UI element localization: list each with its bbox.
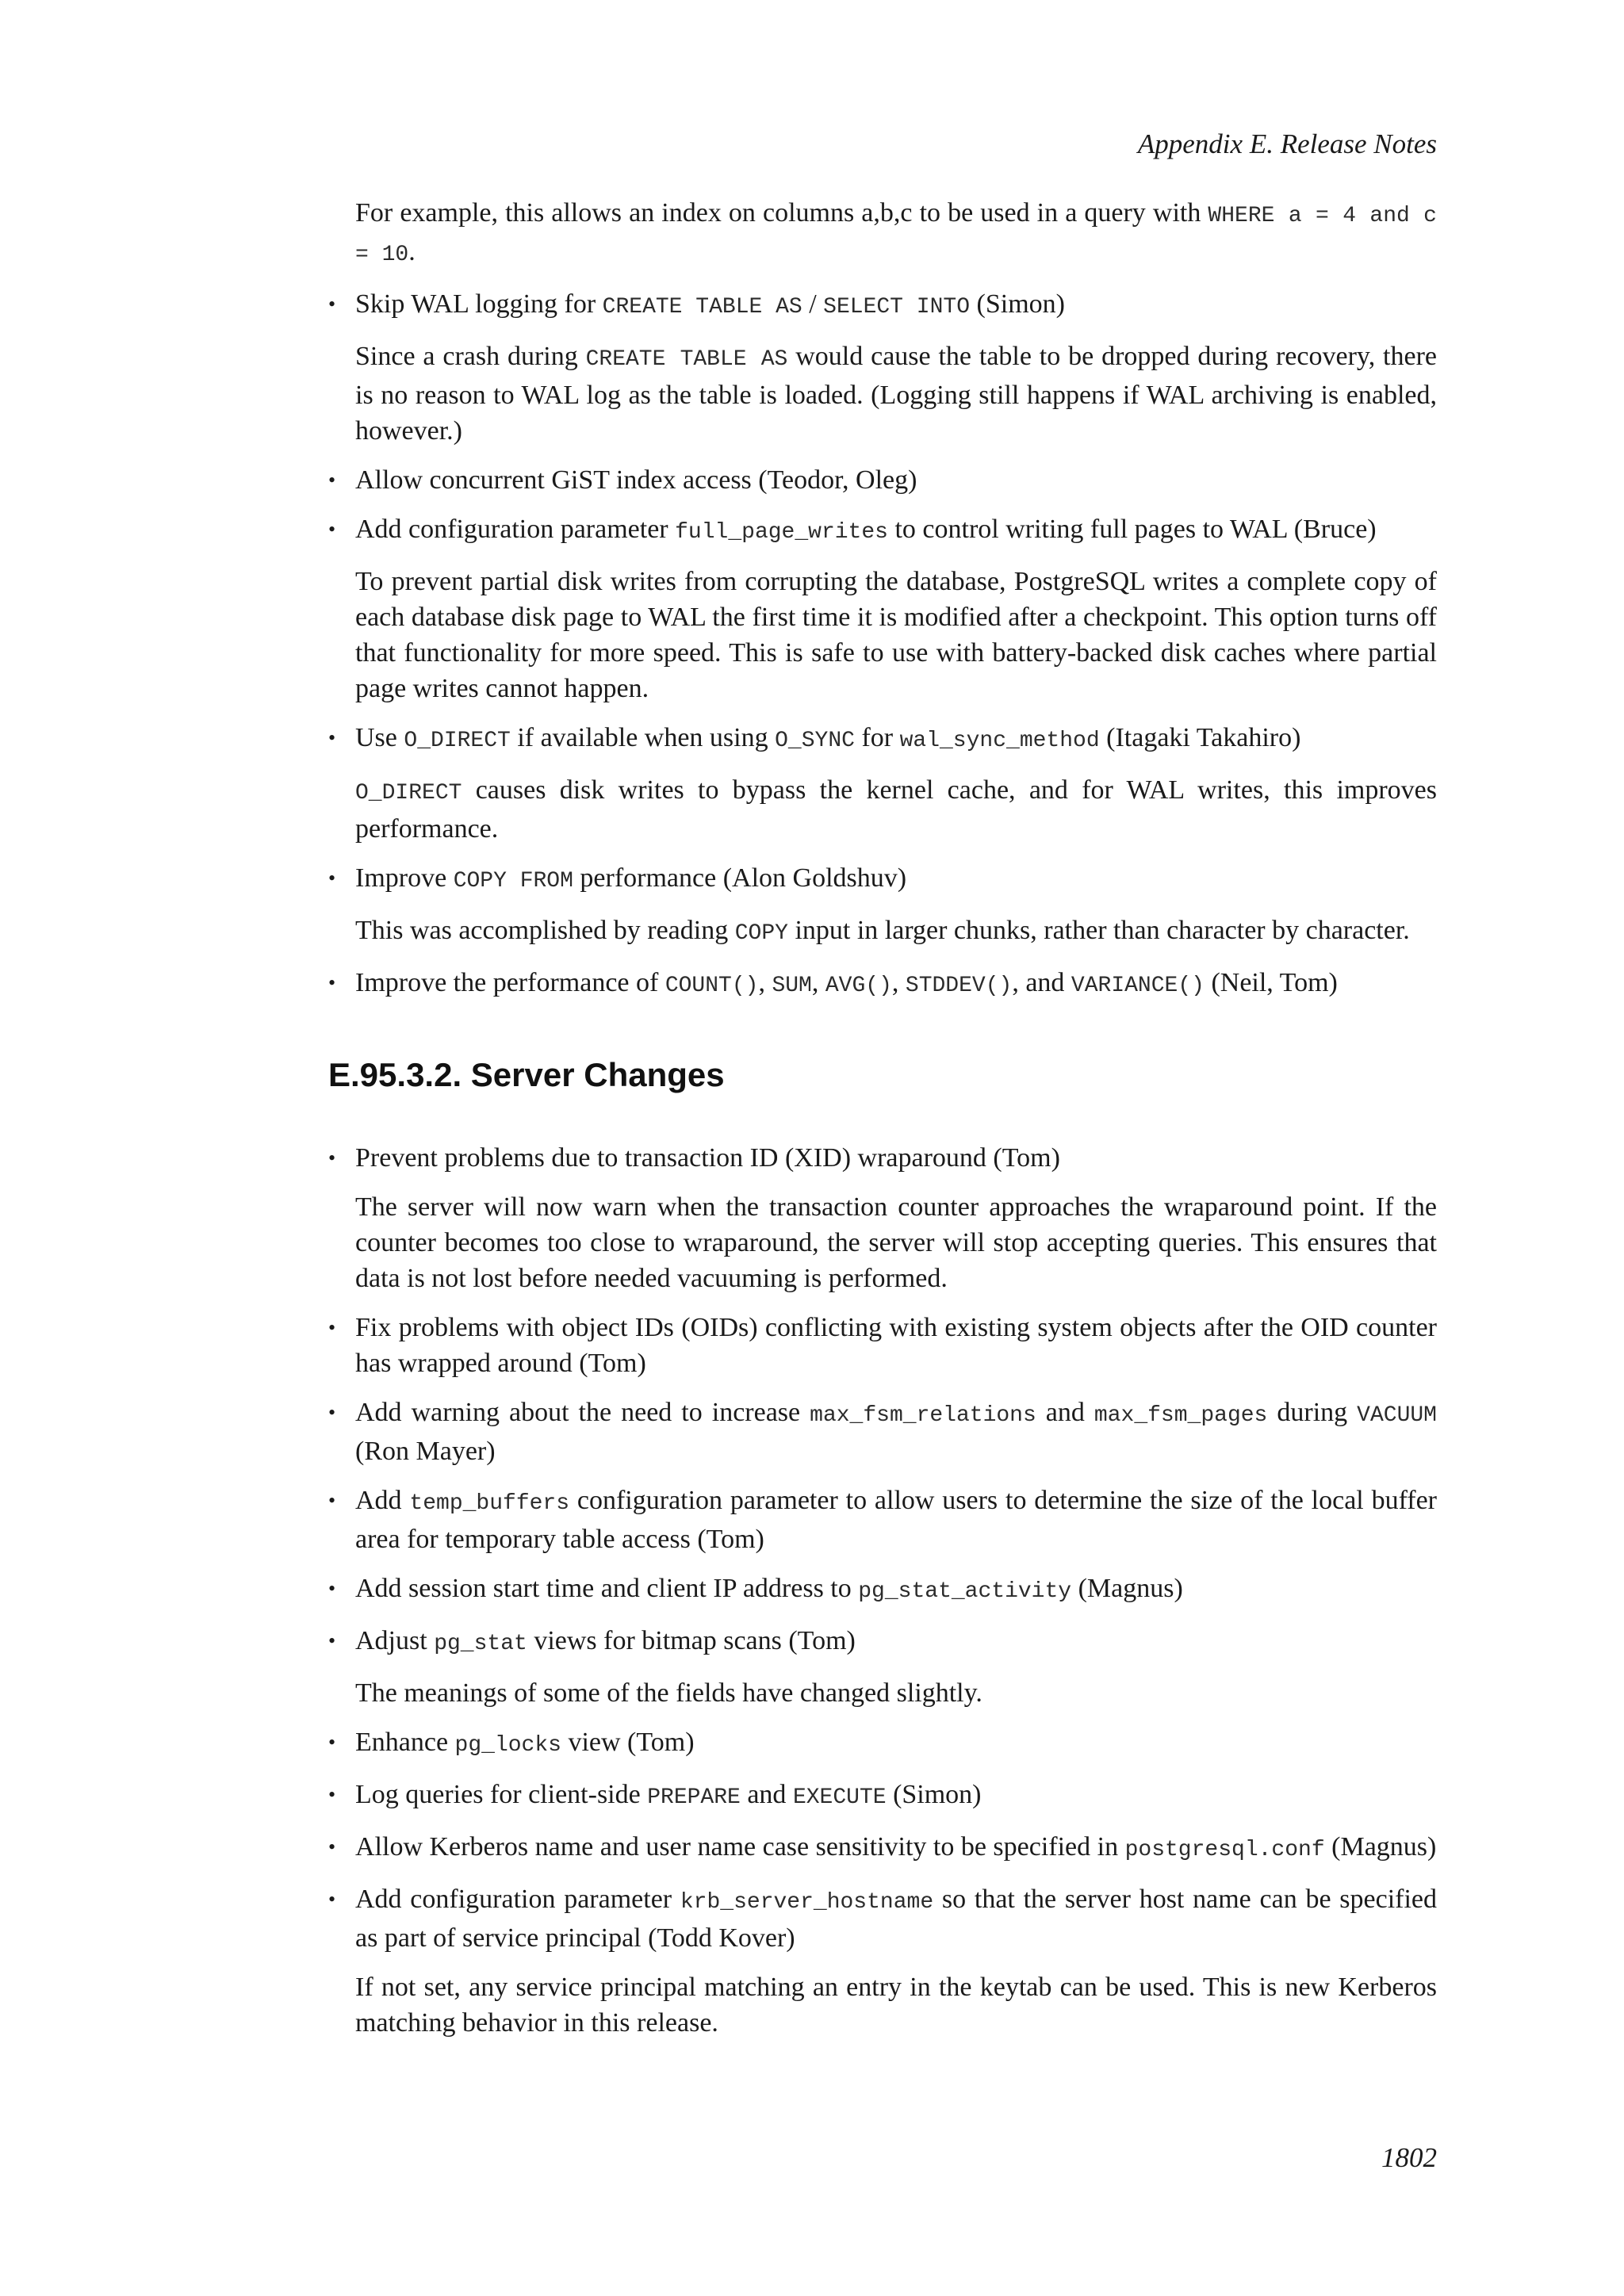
running-header: Appendix E. Release Notes [1137, 128, 1437, 159]
inline-code: VARIANCE() [1071, 974, 1205, 998]
list-item: • Allow Kerberos name and user name case sensitivity to be specified in postgresql.conf (Magnus) [328, 1829, 1437, 1868]
list-item: • Fix problems with object IDs (OIDs) conflicting with existing system objects after the OID counter has wrapped around (Tom) [328, 1310, 1437, 1381]
section-heading: E.95.3.2. Server Changes [328, 1056, 725, 1093]
inline-code: wal_sync_method [899, 729, 1100, 753]
list-item: • Prevent problems due to transaction ID (XID) wraparound (Tom) The server will now warn when the transaction counter approaches the wraparound point. If the counter becomes too close to wraparound, the server will stop accepting queries. This ensures that data is not lost before needed vacuuming is performed. [328, 1140, 1437, 1296]
list-item: • Log queries for client-side PREPARE and EXECUTE (Simon) [328, 1777, 1437, 1816]
inline-code: pg_locks [454, 1733, 561, 1758]
inline-code: SELECT INTO [823, 295, 971, 320]
item-detail: To prevent partial disk writes from corrupting the database, PostgreSQL writes a complete copy of each database disk page to WAL the first time it is modified after a checkpoint. This option turns off that functionality for more speed. This is safe to use with battery-backed disk caches where partial page writes cannot happen. [355, 567, 1437, 703]
performance-list [328, 286, 1437, 1004]
list-item: • Add temp_buffers configuration parameter to allow users to determine the size of the local buffer area for temporary table access (Tom) [328, 1483, 1437, 1557]
list-item: • Add configuration parameter krb_server_hostname so that the server host name can be specified as part of service principal (Todd Kover) If not set, any service principal matching an entry in the keytab can be used. This is new Kerberos matching behavior in this release. [328, 1881, 1437, 2041]
list-item: • Add configuration parameter full_page_writes to control writing full pages to WAL (Bruce) To prevent partial disk writes from corrupting the database, PostgreSQL writes a complete copy of each database disk page to WAL the first time it is modified after a checkpoint. This option turns off that functionality for more speed. This is safe to use with battery-backed disk caches where partial page writes cannot happen. [328, 511, 1437, 706]
inline-code: WHERE a = 4 and c = 10 [355, 204, 1437, 267]
inline-code: O_DIRECT [404, 729, 511, 753]
inline-code: max_fsm_relations [810, 1403, 1036, 1428]
inline-code: O_SYNC [775, 729, 855, 753]
page-number: 1802 [1381, 2142, 1437, 2173]
item-detail: The server will now warn when the transaction counter approaches the wraparound point. If the counter becomes too close to wraparound, the server will stop accepting queries. This ensures that data is not lost before needed vacuuming is performed. [355, 1192, 1437, 1293]
list-item: • Use O_DIRECT if available when using O_SYNC for wal_sync_method (Itagaki Takahiro) O_DIRECT causes disk writes to bypass the kernel cache, and for WAL writes, this improves performance. [328, 720, 1437, 847]
item-detail: Since a crash during CREATE TABLE AS would cause the table to be dropped during recovery, there is no reason to WAL log as the table is loaded. (Logging still happens if WAL archiving is enabled, however.) [355, 342, 1438, 446]
inline-code: PREPARE [647, 1785, 741, 1810]
inline-code: postgresql.conf [1124, 1838, 1325, 1862]
item-detail: If not set, any service principal matching an entry in the keytab can be used. This is new Kerberos matching behavior in this release. [355, 1973, 1437, 2038]
inline-code: pg_stat_activity [858, 1579, 1072, 1604]
inline-code: SUM [772, 974, 812, 998]
inline-code: CREATE TABLE AS [602, 295, 802, 320]
inline-code: full_page_writes [675, 520, 888, 545]
inline-code: EXECUTE [792, 1785, 887, 1810]
list-item: • Adjust pg_stat views for bitmap scans (Tom) The meanings of some of the fields have changed slightly. [328, 1623, 1437, 1711]
inline-code: CREATE TABLE AS [585, 347, 788, 372]
inline-code: O_DIRECT [355, 781, 462, 806]
list-item: • Skip WAL logging for CREATE TABLE AS / SELECT INTO (Simon) Since a crash during CREATE TABLE AS would cause the table to be dropped during recovery, there is no reason to WAL log as the table is loaded. (Logging still happens if WAL archiving is enabled, however.) [328, 286, 1437, 449]
item-detail: O_DIRECT causes disk writes to bypass the kernel cache, and for WAL writes, this improves performance. [355, 775, 1437, 844]
list-item: • Allow concurrent GiST index access (Teodor, Oleg) [328, 462, 1437, 498]
intro-paragraph: For example, this allows an index on columns a,b,c to be used in a query with WHERE a = 4 and c = 10. [355, 198, 1437, 267]
inline-code: max_fsm_pages [1094, 1403, 1268, 1428]
inline-code: krb_server_hostname [680, 1890, 934, 1915]
inline-code: STDDEV() [905, 974, 1013, 998]
page-content [328, 195, 1437, 2041]
list-item: • Add warning about the need to increase max_fsm_relations and max_fsm_pages during VACUUM (Ron Mayer) [328, 1395, 1437, 1469]
inline-code: VACUUM [1357, 1403, 1437, 1428]
inline-code: AVG() [825, 974, 892, 998]
inline-code: COPY FROM [453, 869, 573, 894]
inline-code: COUNT() [665, 974, 759, 998]
list-item: • Enhance pg_locks view (Tom) [328, 1724, 1437, 1763]
list-item: • Improve the performance of COUNT(), SUM, AVG(), STDDEV(), and VARIANCE() (Neil, Tom) [328, 965, 1437, 1004]
inline-code: temp_buffers [409, 1491, 570, 1516]
item-detail: This was accomplished by reading COPY input in larger chunks, rather than character by character. [355, 916, 1410, 946]
inline-code: COPY [734, 921, 788, 946]
server-changes-list [328, 1140, 1437, 2041]
list-item: • Add session start time and client IP address to pg_stat_activity (Magnus) [328, 1571, 1437, 1609]
item-detail: The meanings of some of the fields have changed slightly. [355, 1678, 982, 1708]
list-item: • Improve COPY FROM performance (Alon Goldshuv) This was accomplished by reading COPY input in larger chunks, rather than character by character. [328, 860, 1437, 951]
inline-code: pg_stat [434, 1632, 527, 1656]
